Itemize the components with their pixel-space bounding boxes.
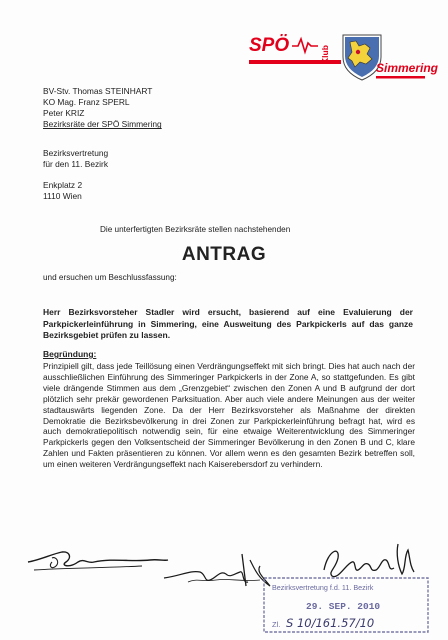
recipient-line: für den 11. Bezirk xyxy=(43,159,109,169)
motion-text: Herr Bezirksvorsteher Stadler wird ersucht, basierend auf eine Evaluierung der Parkpickerleinführung in Simmering, eine Ausweitung des Parkpickerls auf das ganze Bezirksgebiet prüfen zu lassen. xyxy=(43,307,413,341)
logo-club: Klub xyxy=(320,45,330,64)
address-line: 1110 Wien xyxy=(43,191,82,201)
sender-block xyxy=(43,86,162,130)
sender-line: Peter KRIZ xyxy=(43,108,85,119)
address-block xyxy=(43,180,82,202)
reasoning-heading: Begründung: xyxy=(43,349,97,359)
intro-text: Die unterfertigten Bezirksräte stellen nachstehenden xyxy=(100,225,291,234)
document-title: ANTRAG xyxy=(181,244,267,265)
sender-line: KO Mag. Franz SPERL xyxy=(43,97,130,108)
receipt-stamp xyxy=(262,576,430,634)
sender-line: BV-Stv. Thomas STEINHART xyxy=(43,86,153,96)
address-line: Enkplatz 2 xyxy=(43,180,83,190)
stamp-reference: S 10/161.57/10 xyxy=(286,616,375,630)
stamp-date: 29. SEP. 2010 xyxy=(306,601,381,612)
logo-pulse-line xyxy=(292,39,318,52)
stamp-frame xyxy=(262,576,430,634)
logo-district-underline xyxy=(376,76,425,79)
sender-organization: Bezirksräte der SPÖ Simmering xyxy=(43,119,162,130)
reasoning-text: Prinzipiell gilt, dass jede Teillösung einen Verdrängungseffekt mit sich bringt. Dies hat auch nach der ausschließlichen Einführung des Simmeringer Parkpickerls in der Zone A, so stattgefunden. Es gibt viele drängende Stimmen aus dem „Grenzgebiet“ zwischen den Zonen A und B aufgrund der dort plötzlich sehr prekär gewordenen Parksituation. Aber auch viele andere Meinungen aus der weiter stadtauswärts liegenden Zone. Da der Herr Bezirksvorsteher als Maßnahme der direkten Demokratie die Bezirksbevölkerung in drei Zonen zur Parkpickerleinführung befragt hat, wird es auch demokratiepolitisch notwendig sein, für eine etwaige Weiterentwicklung des Simmeringer Parkpickerls gegen den Volksentscheid der Simmeringer Bevölkerung in den Zonen B und C, klare Zahlen und Fakten präsentieren zu können. Vor allem wenn es den gesamten Bezirk betreffen soll, um einen weiteren Verdrängungseffekt nach Kaiserebersdorf zu verhindern. xyxy=(43,361,415,470)
spoe-klub-simmering-logo xyxy=(248,30,439,85)
stamp-ref-label: Zl. xyxy=(272,620,281,629)
recipient-block xyxy=(43,148,108,170)
stamp-office: Bezirksvertretung f.d. 11. Bezirk xyxy=(272,583,374,592)
signature-steinhart-left xyxy=(22,532,170,592)
request-text: und ersuchen um Beschlussfassung: xyxy=(43,273,177,282)
recipient-line: Bezirksvertretung xyxy=(43,148,109,158)
logo-district: Simmering xyxy=(376,61,439,75)
logo-brand: SPÖ xyxy=(249,35,290,56)
